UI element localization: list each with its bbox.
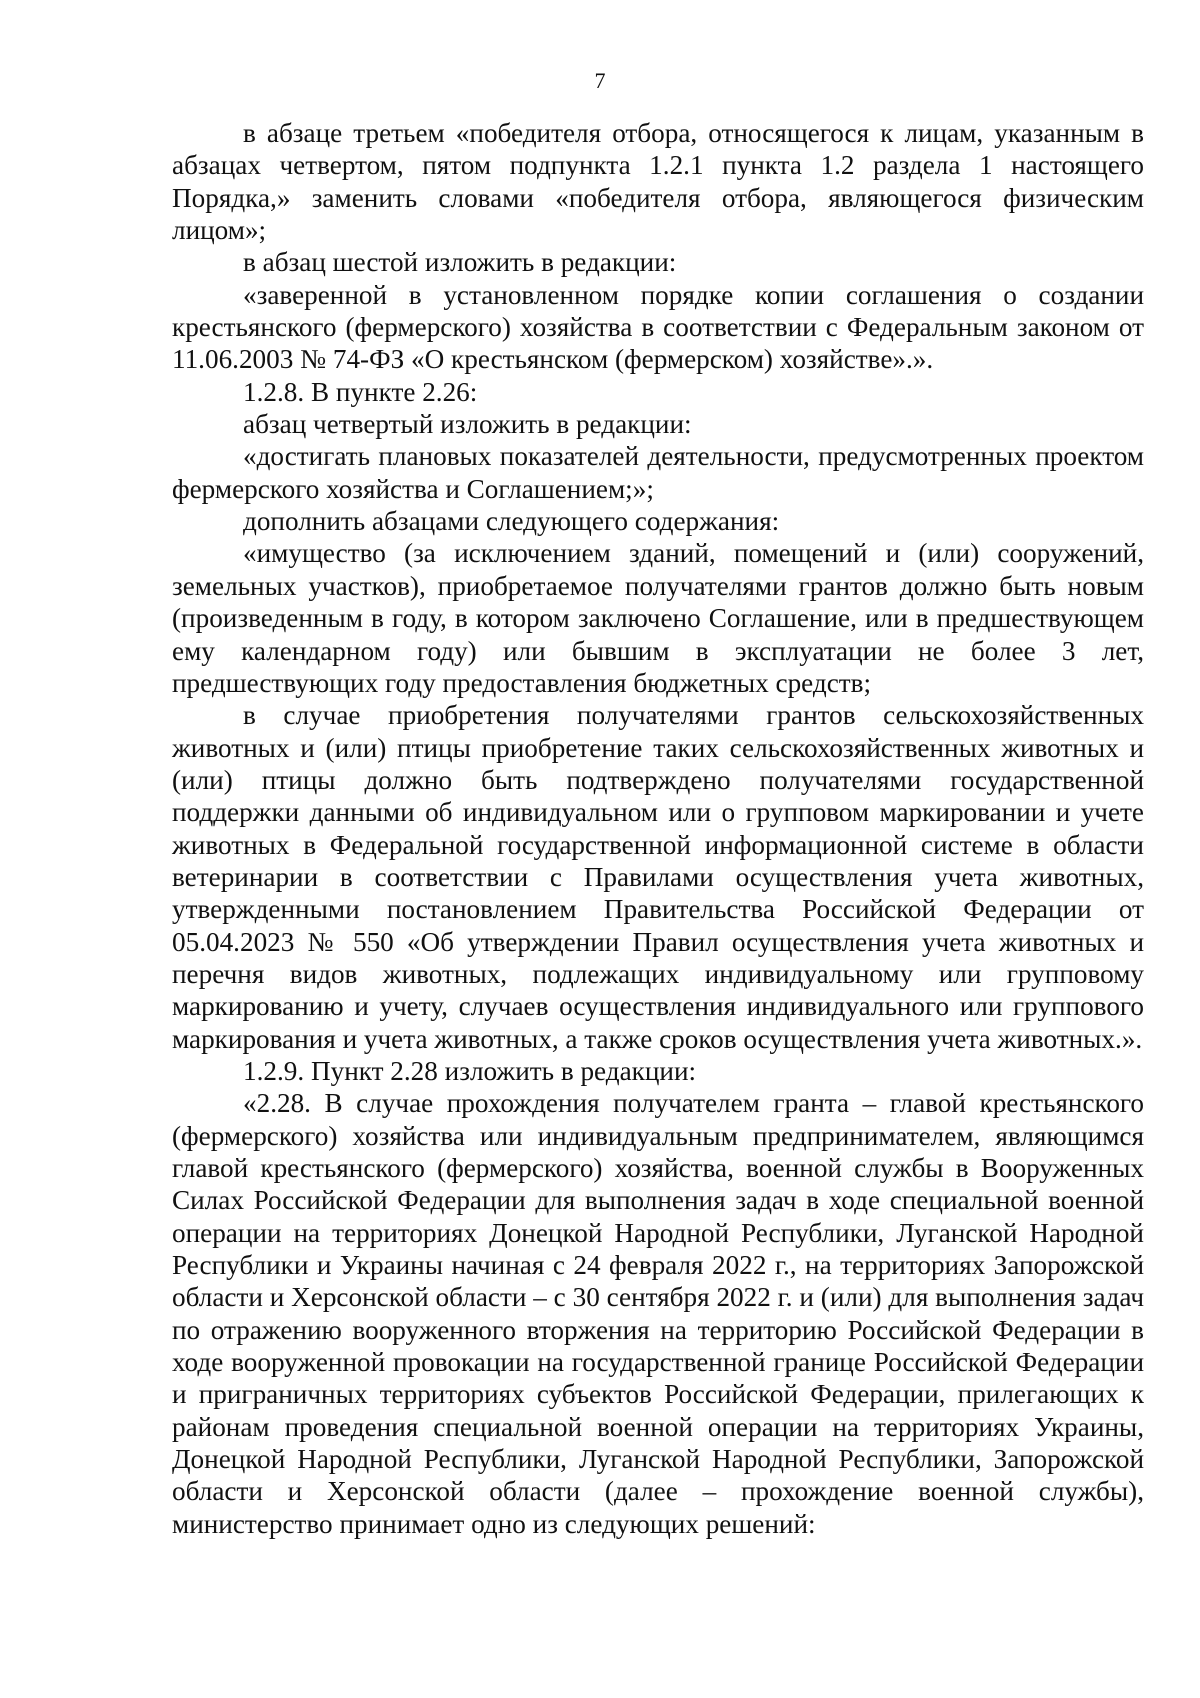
paragraph-abzac-shestoy: в абзац шестой изложить в редакции: [243, 247, 677, 278]
paragraph-imushchestvo: «имущество (за исключением зданий, помещений и (или) сооружений, земельных участков), приобретаемое получателями грантов должно быть новым (произведенным в году, в котором заключено Соглашение, или в предшествующем ему календарном году) или бывшим в эксплуатации не более 3 лет, предшествующих году предоставления бюджетных средств; [172, 538, 1144, 698]
paragraph-dostigat-pokazateley: «достигать плановых показателей деятельности, предусмотренных проектом фермерского хозяйства и Соглашением;»; [172, 441, 1144, 504]
paragraph-punkt-2-28: «2.28. В случае прохождения получателем гранта – главой крестьянского (фермерского) хозяйства или индивидуальным предпринимателем, являющимся главой крестьянского (фермерского) хозяйства, военной службы в Вооруженных Силах Российской Федерации для выполнения задач в ходе специальной военной операции на территориях Донецкой Народной Республики, Луганской Народной Республики и Украины начиная с 24 февраля 2022 г., на территориях Запорожской области и Херсонской области – с 30 сентября 2022 г. и (или) для выполнения задач по отражению вооруженного вторжения на территорию Российской Федерации в ходе вооруженной провокации на государственной границе Российской Федерации и приграничных территориях субъектов Российской Федерации, прилегающих к районам проведения специальной военной операции на территориях Украины, Донецкой Народной Республики, Луганской Народной Республики, Запорожской области и Херсонской области (далее – прохождение военной службы), министерство принимает одно из следующих решений: [172, 1088, 1144, 1539]
paragraph-dopolnit-abzacami: дополнить абзацами следующего содержания: [243, 506, 780, 537]
paragraph-abzac-chetvertyi: абзац четвертый изложить в редакции: [243, 409, 692, 440]
paragraph-kopiya-soglasheniya: «заверенной в установленном порядке копии соглашения о создании крестьянского (фермерского) хозяйства в соответствии с Федеральным законом от 11.06.2003 № 74-ФЗ «О крестьянском (фермерском) хозяйстве».». [172, 279, 1144, 375]
page-number: 7 [594, 68, 606, 93]
document-body [172, 117, 1144, 1540]
paragraph-zhivotnye-marking: в случае приобретения получателями грантов сельскохозяйственных животных и (или) птицы приобретение таких сельскохозяйственных животных и (или) птицы должно быть подтверждено получателями государственной поддержки данными об индивидуальном или о групповом маркировании и учете животных в Федеральной государственной информационной системе в области ветеринарии в соответствии с Правилами осуществления учета животных, утвержденными постановлением Правительства Российской Федерации от 05.04.2023 № 550 «Об утверждении Правил осуществления учета животных и перечня видов животных, подлежащих индивидуальному или групповому маркированию и учету, случаев осуществления индивидуального или группового маркирования и учета животных, а также сроков осуществления учета животных.». [172, 700, 1144, 1054]
paragraph-section-1-2-8: 1.2.8. В пункте 2.26: [243, 376, 478, 407]
paragraph-section-1-2-9: 1.2.9. Пункт 2.28 изложить в редакции: [243, 1055, 697, 1086]
paragraph-abzac-tretiy: в абзаце третьем «победителя отбора, относящегося к лицам, указанным в абзацах четвертом, пятом подпункта 1.2.1 пункта 1.2 раздела 1 настоящего Порядка,» заменить словами «победителя отбора, являющегося физическим лицом»; [172, 118, 1144, 246]
